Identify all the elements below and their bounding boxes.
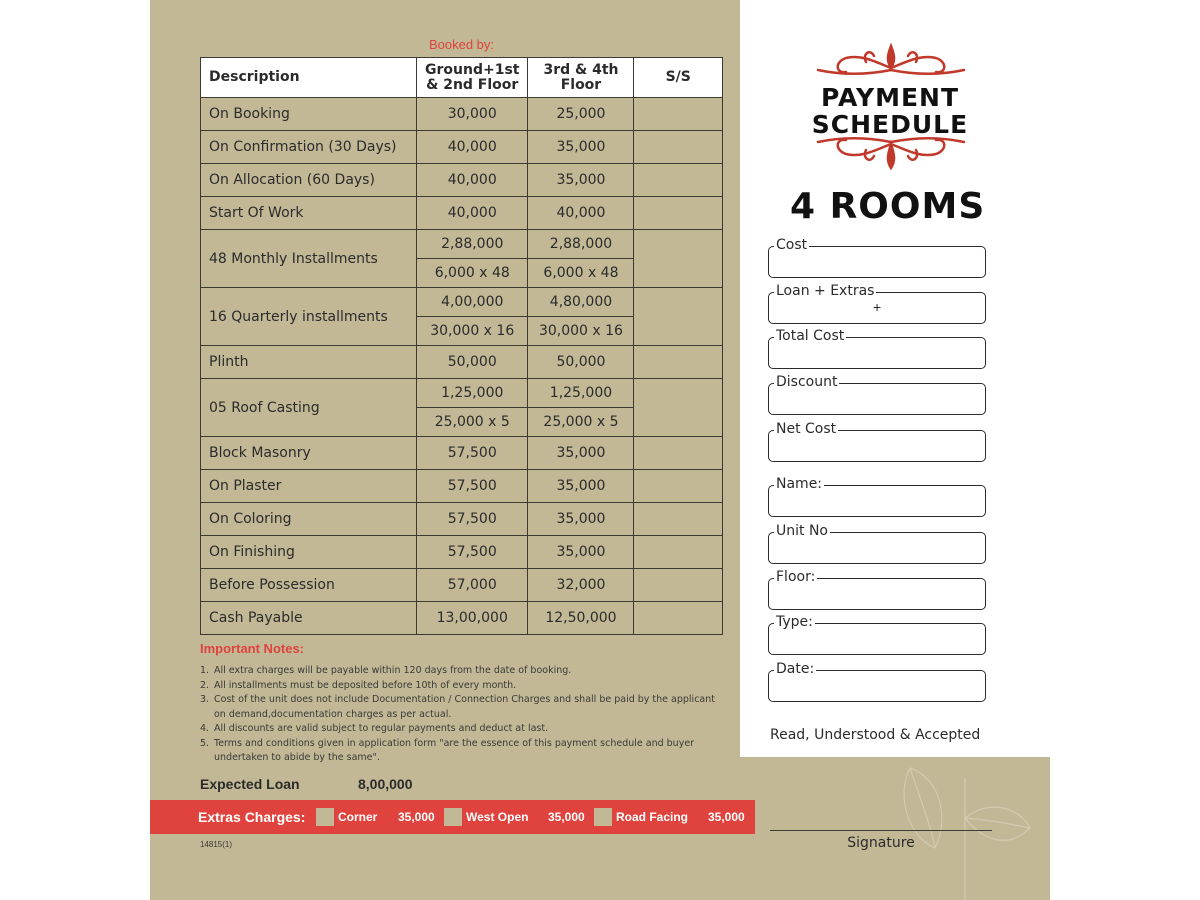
table-row: [201, 437, 723, 470]
row-value-ground: 57,500: [417, 536, 528, 569]
note-item: [200, 679, 720, 694]
note-item: [200, 693, 720, 722]
note-number: 1.: [200, 665, 210, 676]
leaf-watermark-icon: [890, 758, 1040, 900]
corner-checkbox[interactable]: [316, 808, 334, 826]
row-ss-cell: [634, 346, 723, 379]
table-row: [201, 230, 723, 259]
table-row: [201, 346, 723, 379]
extras-charges-band: [150, 800, 755, 834]
row-ss-cell: [634, 230, 723, 288]
date-label: Date:: [776, 661, 815, 677]
row-description: On Plaster: [201, 470, 417, 503]
note-text: All extra charges will be payable within 120 days from the date of booking.: [214, 665, 572, 676]
row-value-upper: 35,000: [528, 536, 634, 569]
floor-field[interactable]: [768, 569, 986, 610]
row-ss-cell: [634, 164, 723, 197]
row-value-ground: 40,000: [417, 164, 528, 197]
floor-label: Floor:: [776, 569, 816, 585]
net-cost-field[interactable]: [768, 421, 986, 462]
note-number: 5.: [200, 737, 210, 749]
name-label: Name:: [776, 476, 823, 492]
row-value-ground: 30,000: [417, 98, 528, 131]
extra-road-facing-value: 35,000: [708, 810, 745, 824]
title-line-2: SCHEDULE: [811, 110, 969, 139]
discount-field[interactable]: [768, 374, 986, 415]
expected-loan: [200, 776, 413, 792]
plus-sign: +: [873, 299, 882, 315]
row-ss-cell: [634, 536, 723, 569]
type-label: Type:: [776, 614, 813, 630]
note-item: [200, 722, 720, 737]
row-value-ground: 40,000: [417, 131, 528, 164]
form-code: 14815(1): [200, 840, 233, 849]
notes-title: Important Notes:: [200, 641, 304, 656]
row-installment-upper: 6,000 x 48: [528, 259, 634, 288]
notes-list: [200, 664, 720, 766]
total-cost-label: Total Cost: [776, 328, 845, 344]
row-value-upper: 4,80,000: [528, 288, 634, 317]
table-row: [201, 197, 723, 230]
row-value-ground: 4,00,000: [417, 288, 528, 317]
row-value-ground: 1,25,000: [417, 379, 528, 408]
rooms-heading: 4 ROOMS: [790, 186, 986, 227]
row-description: On Finishing: [201, 536, 417, 569]
row-installment-ground: 25,000 x 5: [417, 408, 528, 437]
row-installment-ground: 30,000 x 16: [417, 317, 528, 346]
table-row: [201, 602, 723, 635]
row-ss-cell: [634, 98, 723, 131]
extra-west-open-value: 35,000: [548, 810, 585, 824]
payment-table: [200, 57, 723, 635]
row-description: On Booking: [201, 98, 417, 131]
type-field[interactable]: [768, 614, 986, 655]
west-open-checkbox[interactable]: [444, 808, 462, 826]
row-value-ground: 40,000: [417, 197, 528, 230]
row-installment-upper: 30,000 x 16: [528, 317, 634, 346]
date-field[interactable]: [768, 661, 986, 702]
row-description: Block Masonry: [201, 437, 417, 470]
header-upper-floor: 3rd & 4th Floor: [528, 58, 634, 98]
row-value-ground: 57,500: [417, 503, 528, 536]
table-row: [201, 470, 723, 503]
table-row: [201, 288, 723, 317]
row-description: Start Of Work: [201, 197, 417, 230]
name-field[interactable]: [768, 476, 986, 517]
page-title: [790, 84, 990, 138]
net-cost-label: Net Cost: [776, 421, 837, 437]
row-description: On Coloring: [201, 503, 417, 536]
note-number: 3.: [200, 694, 210, 705]
row-description: 16 Quarterly installments: [201, 288, 417, 346]
row-ss-cell: [634, 288, 723, 346]
extra-corner-value: 35,000: [398, 810, 435, 824]
row-value-upper: 32,000: [528, 569, 634, 602]
row-description: On Allocation (60 Days): [201, 164, 417, 197]
signature-label: Signature: [847, 835, 915, 851]
expected-loan-label: Expected Loan: [200, 776, 300, 792]
row-description: Before Possession: [201, 569, 417, 602]
row-value-ground: 57,500: [417, 437, 528, 470]
row-value-ground: 2,88,000: [417, 230, 528, 259]
row-ss-cell: [634, 602, 723, 635]
row-description: On Confirmation (30 Days): [201, 131, 417, 164]
discount-label: Discount: [776, 374, 838, 390]
row-value-upper: 35,000: [528, 437, 634, 470]
title-line-1: PAYMENT: [820, 83, 960, 112]
note-number: 2.: [200, 679, 210, 691]
extra-corner-name: Corner: [338, 810, 378, 824]
row-value-upper: 35,000: [528, 470, 634, 503]
row-value-ground: 13,00,000: [417, 602, 528, 635]
table-row: [201, 569, 723, 602]
header-description: Description: [201, 58, 417, 98]
row-installment-upper: 25,000 x 5: [528, 408, 634, 437]
row-installment-ground: 6,000 x 48: [417, 259, 528, 288]
expected-loan-value: 8,00,000: [358, 776, 413, 792]
row-description: Cash Payable: [201, 602, 417, 635]
table-row: [201, 164, 723, 197]
signature-line[interactable]: [770, 830, 992, 831]
row-ss-cell: [634, 569, 723, 602]
row-value-upper: 25,000: [528, 98, 634, 131]
loan-extras-label: Loan + Extras: [776, 283, 875, 299]
loan-extras-field[interactable]: [768, 283, 986, 324]
row-value-ground: 57,500: [417, 470, 528, 503]
row-value-upper: 2,88,000: [528, 230, 634, 259]
extra-road-facing-name: Road Facing: [616, 810, 689, 824]
extras-label: Extras Charges:: [198, 809, 306, 825]
row-value-upper: 50,000: [528, 346, 634, 379]
booked-by-label: Booked by:: [428, 37, 495, 52]
accept-statement: Read, Understood & Accepted: [770, 727, 981, 743]
row-ss-cell: [634, 503, 723, 536]
table-row: [201, 536, 723, 569]
row-ss-cell: [634, 437, 723, 470]
header-ground-floor: Ground+1st & 2nd Floor: [417, 58, 528, 98]
note-text: All discounts are valid subject to regular payments and deduct at last.: [214, 723, 549, 734]
table-row: [201, 379, 723, 408]
extra-west-open-name: West Open: [466, 810, 529, 824]
unit-no-field[interactable]: [768, 523, 986, 564]
row-value-upper: 35,000: [528, 503, 634, 536]
row-value-upper: 40,000: [528, 197, 634, 230]
note-text: Cost of the unit does not include Documentation / Connection Charges and shall be paid by the applicant on demand,documentation charges as per actual.: [214, 694, 715, 720]
road-facing-checkbox[interactable]: [594, 808, 612, 826]
row-value-ground: 50,000: [417, 346, 528, 379]
row-value-upper: 35,000: [528, 164, 634, 197]
row-value-upper: 12,50,000: [528, 602, 634, 635]
table-row: [201, 131, 723, 164]
row-ss-cell: [634, 131, 723, 164]
unit-no-label: Unit No: [776, 523, 828, 539]
row-description: 48 Monthly Installments: [201, 230, 417, 288]
row-value-upper: 35,000: [528, 131, 634, 164]
table-row: [201, 98, 723, 131]
cost-field[interactable]: [768, 237, 986, 278]
table-header-row: [201, 58, 723, 98]
row-description: Plinth: [201, 346, 417, 379]
row-value-ground: 57,000: [417, 569, 528, 602]
total-cost-field[interactable]: [768, 328, 986, 369]
note-item: [200, 664, 720, 679]
row-ss-cell: [634, 470, 723, 503]
note-text: Terms and conditions given in application form "are the essence of this payment schedule and buyer undertaken to abide by the same".: [214, 737, 695, 763]
note-item: [200, 737, 720, 766]
table-row: [201, 503, 723, 536]
note-number: 4.: [200, 723, 210, 734]
row-ss-cell: [634, 379, 723, 437]
row-ss-cell: [634, 197, 723, 230]
row-value-upper: 1,25,000: [528, 379, 634, 408]
row-description: 05 Roof Casting: [201, 379, 417, 437]
cost-label: Cost: [776, 237, 808, 253]
header-ss: S/S: [634, 58, 723, 98]
note-text: All installments must be deposited before 10th of every month.: [214, 679, 517, 691]
